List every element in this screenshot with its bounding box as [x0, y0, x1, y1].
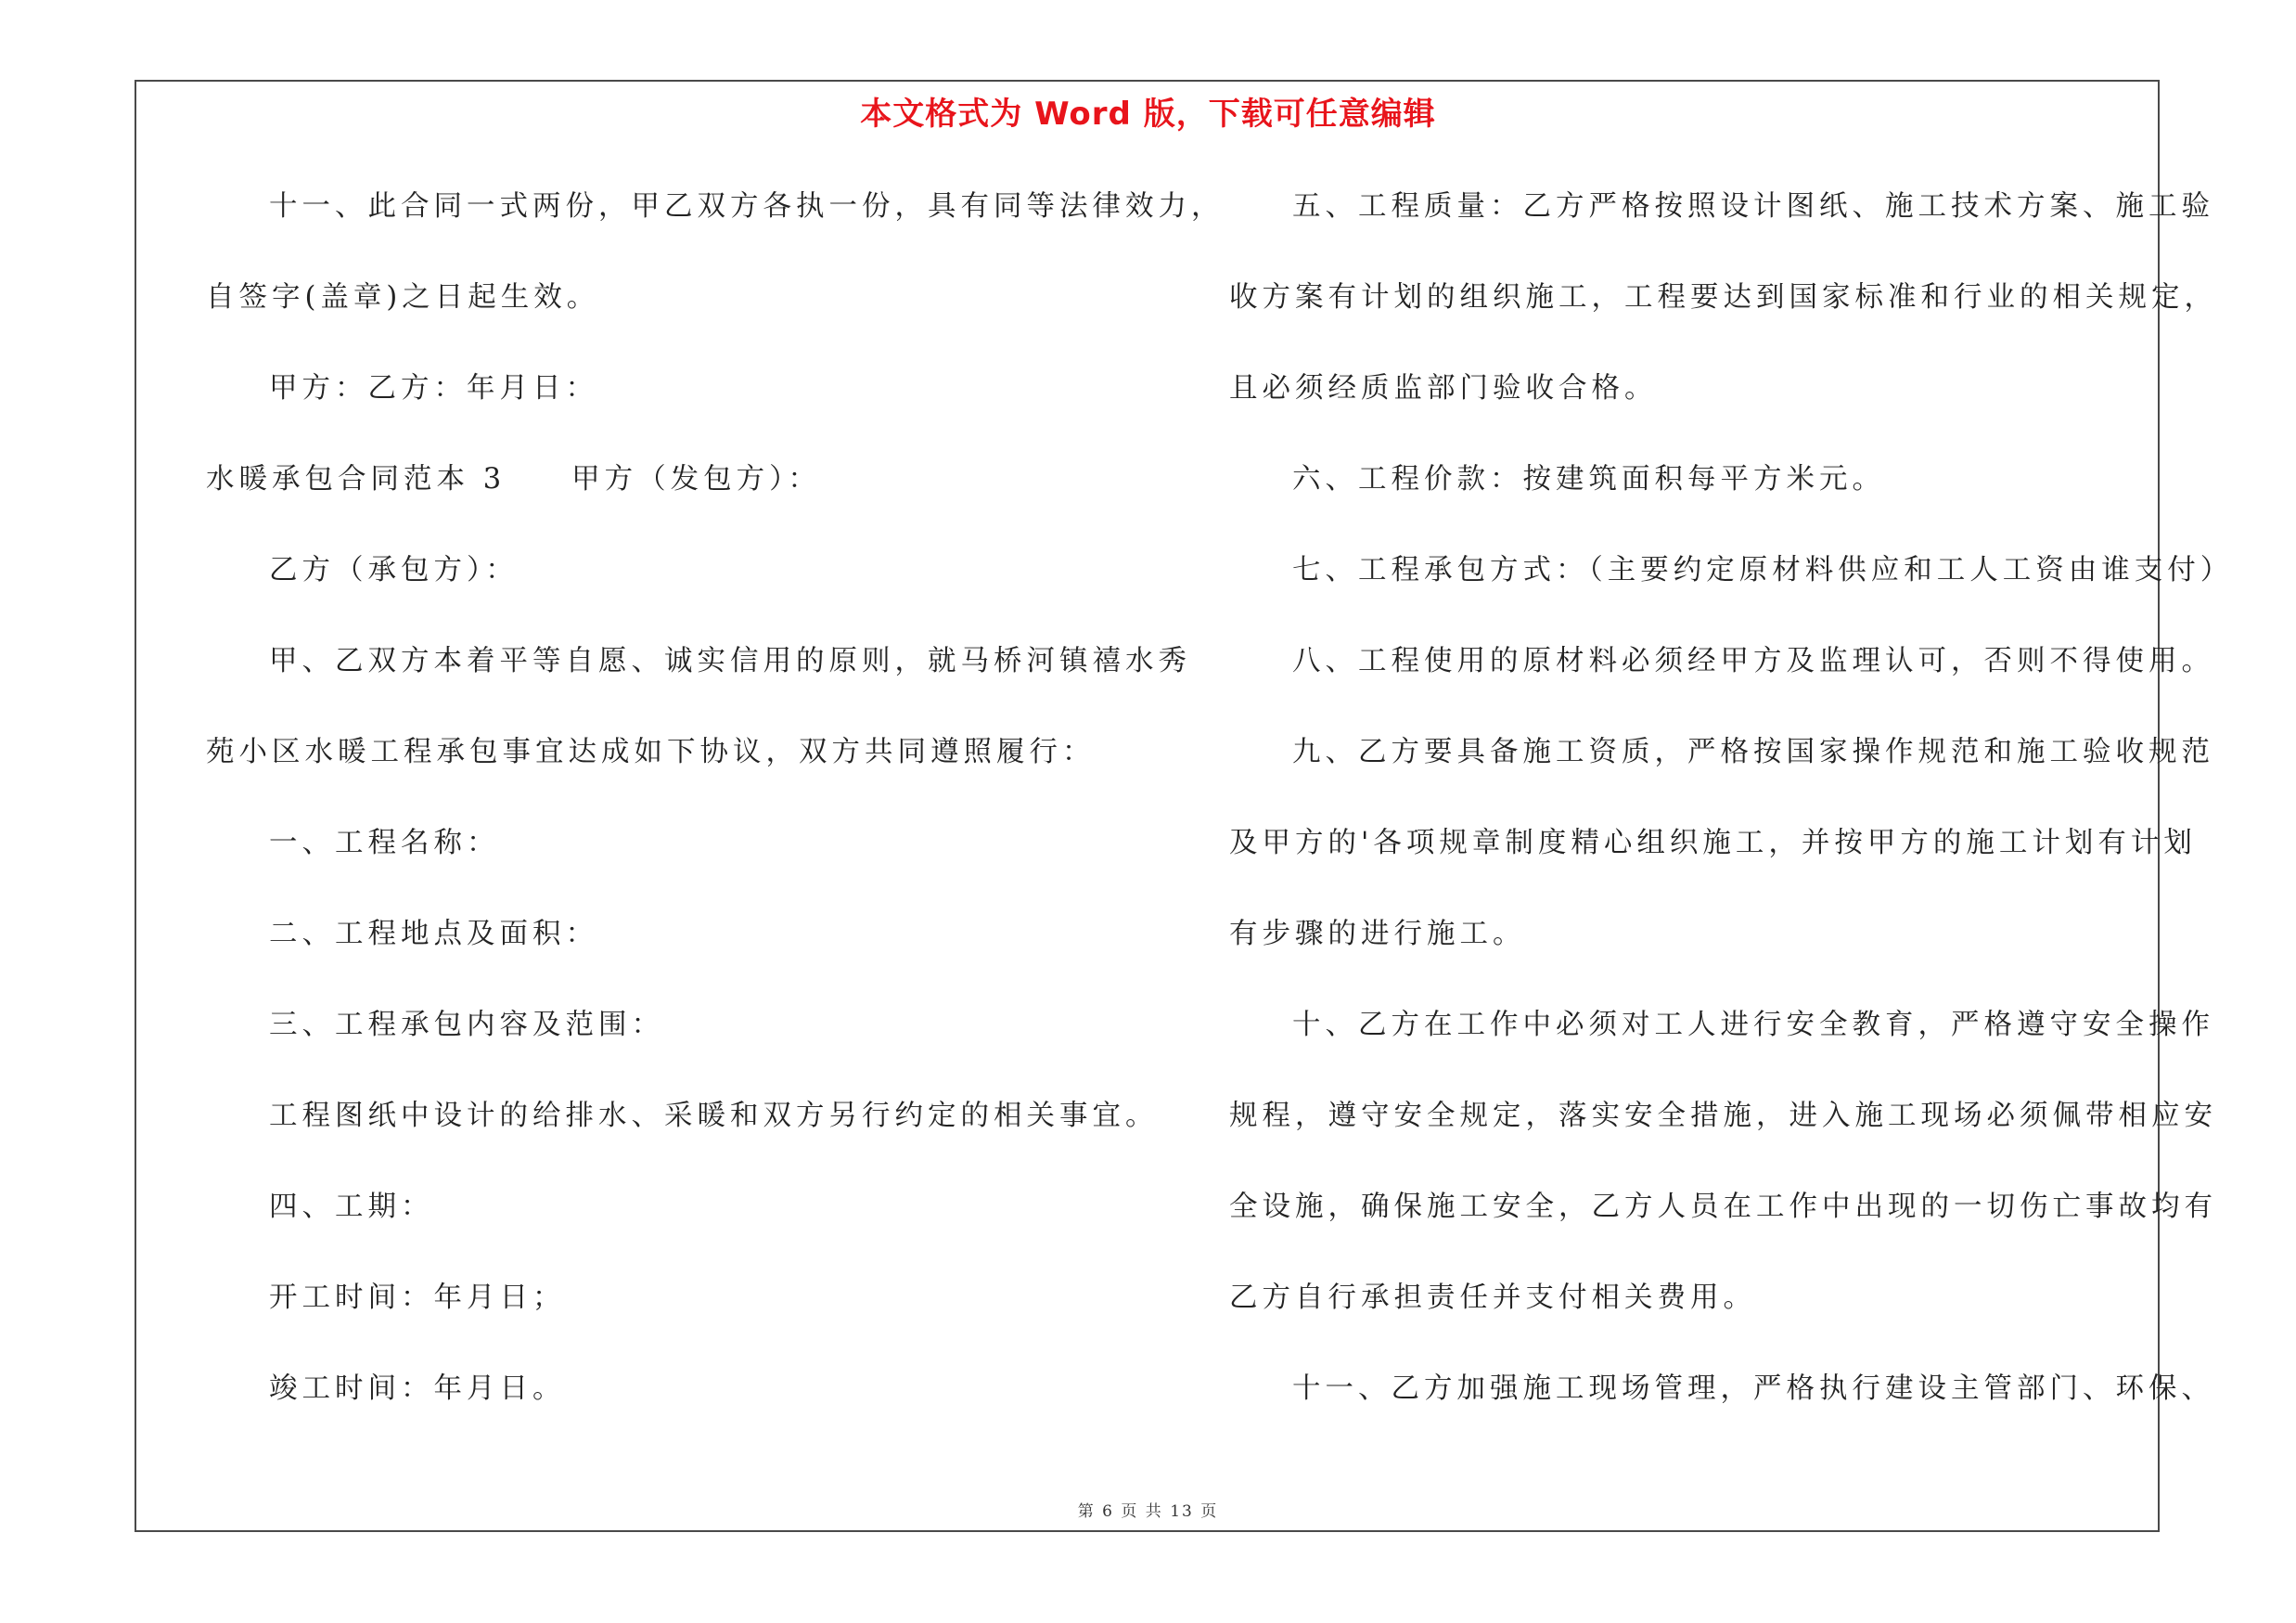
paragraph-line: 甲、乙双方本着平等自愿、诚实信用的原则，就马桥河镇禧水秀	[269, 645, 1191, 677]
clause-line: 七、工程承包方式：（主要约定原材料供应和工人工资由谁支付）	[1292, 554, 2234, 586]
paragraph-line: 甲方：乙方：年月日：	[269, 372, 598, 405]
paragraph-line: 乙方自行承担责任并支付相关费用。	[1229, 1282, 1756, 1314]
paragraph-line: 工程图纸中设计的给排水、采暖和双方另行约定的相关事宜。	[269, 1100, 1159, 1132]
clause-line: 三、工程承包内容及范围：	[269, 1009, 664, 1041]
paragraph-line: 全设施，确保施工安全，乙方人员在工作中出现的一切伤亡事故均有	[1229, 1191, 2217, 1223]
clause-line: 六、工程价款：按建筑面积每平方米元。	[1292, 463, 1885, 496]
clause-line: 八、工程使用的原材料必须经甲方及监理认可，否则不得使用。	[1292, 645, 2214, 677]
paragraph-line: 苑小区水暖工程承包事宜达成如下协议，双方共同遵照履行：	[206, 736, 1096, 768]
clause-line: 十一、乙方加强施工现场管理，严格执行建设主管部门、环保、	[1292, 1372, 2214, 1405]
page-number-footer: 第 6 页 共 13 页	[1077, 1502, 1219, 1521]
clause-line: 二、工程地点及面积：	[269, 918, 598, 950]
clause-line: 十、乙方在工作中必须对工人进行安全教育，严格遵守安全操作	[1292, 1009, 2214, 1041]
clause-line: 五、工程质量：乙方严格按照设计图纸、施工技术方案、施工验	[1292, 190, 2214, 223]
paragraph-line: 自签字(盖章)之日起生效。	[206, 281, 600, 314]
paragraph-line: 乙方（承包方）：	[269, 554, 519, 586]
clause-line: 九、乙方要具备施工资质，严格按国家操作规范和施工验收规范	[1292, 736, 2214, 768]
paragraph-line: 开工时间：年月日；	[269, 1282, 566, 1314]
paragraph-line: 规程，遵守安全规定，落实安全措施，进入施工现场必须佩带相应安	[1229, 1100, 2217, 1132]
paragraph-line: 竣工时间：年月日。	[269, 1372, 566, 1405]
section-heading-line: 水暖承包合同范本 3 甲方（发包方）：	[206, 463, 821, 496]
clause-line: 四、工期：	[269, 1191, 434, 1223]
clause-line: 一、工程名称：	[269, 827, 500, 859]
paragraph-line: 收方案有计划的组织施工，工程要达到国家标准和行业的相关规定，	[1229, 281, 2217, 314]
paragraph-line: 及甲方的'各项规章制度精心组织施工，并按甲方的施工计划有计划	[1229, 827, 2197, 859]
word-format-banner: 本文格式为 Word 版，下载可任意编辑	[860, 96, 1436, 133]
paragraph-line: 有步骤的进行施工。	[1229, 918, 1526, 950]
paragraph-line: 且必须经质监部门验收合格。	[1229, 372, 1658, 405]
paragraph-line: 十一、此合同一式两份，甲乙双方各执一份，具有同等法律效力，	[269, 190, 1225, 223]
